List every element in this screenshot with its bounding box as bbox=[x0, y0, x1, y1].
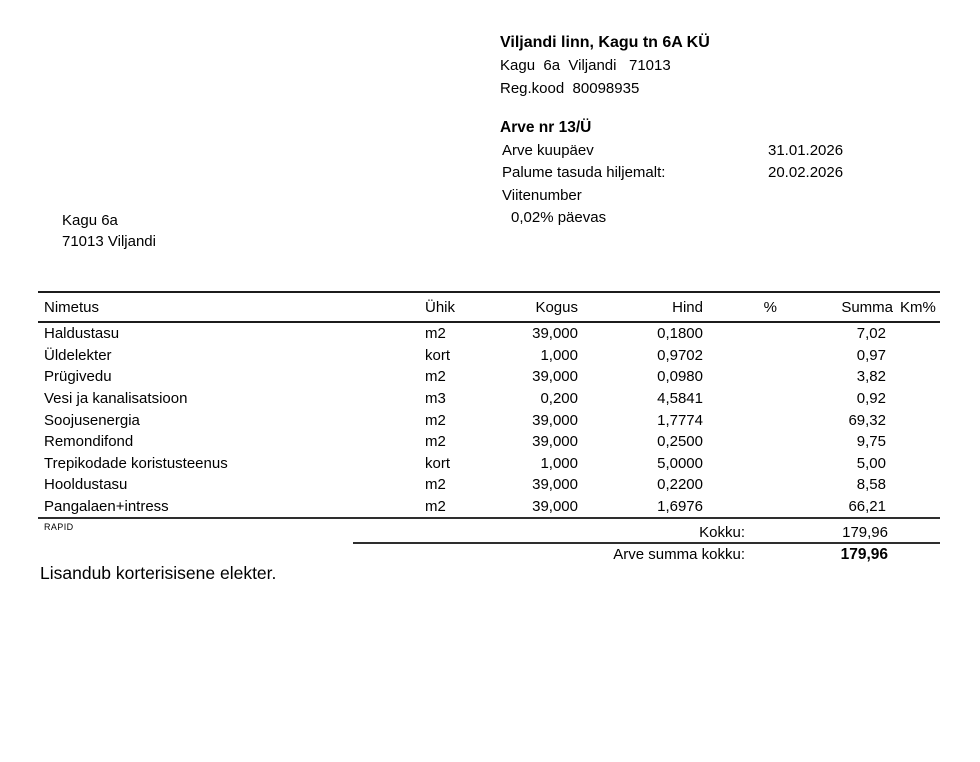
invoice-date-value: 31.01.2026 bbox=[768, 142, 844, 159]
table-row bbox=[38, 474, 940, 496]
charges-table bbox=[38, 291, 940, 519]
invoice-number: Arve nr 13/Ü bbox=[500, 119, 592, 136]
table-row bbox=[38, 496, 940, 519]
penalty-rate-row bbox=[500, 207, 665, 229]
table-body bbox=[38, 322, 940, 518]
cell-pct bbox=[703, 409, 777, 431]
table-row bbox=[38, 345, 940, 367]
table-row bbox=[38, 322, 940, 345]
reference-number-row bbox=[500, 185, 665, 207]
cell-hind: 0,2200 bbox=[657, 476, 703, 494]
cell-summa: 7,02 bbox=[856, 325, 886, 343]
table-row bbox=[38, 431, 940, 453]
due-date-value: 20.02.2026 bbox=[768, 164, 844, 182]
cell-hind: 0,0980 bbox=[657, 368, 703, 386]
cell-summa: 0,97 bbox=[856, 346, 886, 364]
cell-nimetus: Haldustasu bbox=[44, 325, 120, 343]
header-km: Km% bbox=[893, 292, 940, 322]
cell-nimetus: Üldelekter bbox=[44, 346, 112, 364]
cell-summa: 8,58 bbox=[856, 476, 886, 494]
cell-yhik: m2 bbox=[425, 476, 446, 494]
header-nimetus: Nimetus bbox=[38, 292, 418, 322]
subtotal-value: 179,96 bbox=[842, 524, 888, 541]
totals-divider-line bbox=[353, 542, 940, 544]
cell-km bbox=[893, 345, 940, 367]
invoice-meta-block bbox=[500, 116, 844, 230]
cell-nimetus: Pangalaen+intress bbox=[38, 496, 418, 519]
cell-yhik: m2 bbox=[425, 368, 446, 386]
header-yhik: Ühik bbox=[418, 292, 480, 322]
recipient-address bbox=[62, 210, 156, 252]
cell-km bbox=[893, 431, 940, 453]
invoice-date-row bbox=[500, 140, 844, 162]
invoice-date-label: Arve kuupäev bbox=[502, 142, 594, 159]
cell-pct bbox=[703, 474, 777, 496]
cell-hind: 0,1800 bbox=[657, 325, 703, 343]
cell-summa: 9,75 bbox=[856, 433, 886, 451]
cell-pct bbox=[703, 366, 777, 388]
cell-yhik: m2 bbox=[418, 496, 480, 519]
cell-nimetus: Vesi ja kanalisatsioon bbox=[44, 390, 188, 408]
cell-summa: 66,21 bbox=[777, 496, 893, 519]
cell-hind: 5,0000 bbox=[657, 454, 703, 472]
cell-summa: 5,00 bbox=[856, 454, 886, 472]
cell-summa: 3,82 bbox=[856, 368, 886, 386]
cell-km bbox=[893, 474, 940, 496]
header-summa: Summa bbox=[777, 292, 893, 322]
cell-kogus: 1,000 bbox=[540, 454, 578, 472]
cell-nimetus: Hooldustasu bbox=[44, 476, 128, 494]
cell-hind: 0,9702 bbox=[657, 346, 703, 364]
cell-pct bbox=[703, 453, 777, 475]
reference-number-label: Viitenumber bbox=[502, 186, 582, 204]
cell-yhik: m2 bbox=[425, 411, 446, 429]
table-row bbox=[38, 388, 940, 410]
cell-yhik: kort bbox=[425, 454, 451, 472]
grand-total-value: 179,96 bbox=[840, 546, 888, 563]
cell-km bbox=[893, 409, 940, 431]
cell-yhik: m2 bbox=[425, 325, 446, 343]
recipient-street: Kagu 6a bbox=[62, 212, 118, 229]
cell-km bbox=[893, 496, 940, 519]
header-kogus: Kogus bbox=[480, 292, 578, 322]
cell-yhik: kort bbox=[425, 346, 451, 364]
table-row bbox=[38, 453, 940, 475]
cell-km bbox=[893, 388, 940, 410]
cell-nimetus: Remondifond bbox=[44, 433, 134, 451]
cell-hind: 0,2500 bbox=[657, 433, 703, 451]
seller-name: Viljandi linn, Kagu tn 6A KÜ bbox=[500, 34, 710, 51]
cell-pct bbox=[703, 496, 777, 519]
cell-km bbox=[893, 322, 940, 345]
cell-nimetus: Prügivedu bbox=[44, 368, 112, 386]
due-date-row bbox=[500, 162, 844, 184]
cell-pct bbox=[703, 345, 777, 367]
cell-kogus: 1,000 bbox=[540, 346, 578, 364]
penalty-rate-label: 0,02% päevas bbox=[511, 209, 607, 227]
cell-kogus: 39,000 bbox=[532, 433, 578, 451]
table-header-row bbox=[38, 292, 940, 322]
recipient-city: 71013 Viljandi bbox=[62, 233, 156, 250]
seller-reg-code: Reg.kood 80098935 bbox=[500, 80, 640, 97]
header-hind: Hind bbox=[578, 292, 703, 322]
cell-km bbox=[893, 453, 940, 475]
cell-km bbox=[893, 366, 940, 388]
cell-kogus: 39,000 bbox=[532, 476, 578, 494]
cell-nimetus: Trepikodade koristusteenus bbox=[44, 454, 228, 472]
cell-hind: 1,7774 bbox=[657, 411, 703, 429]
cell-summa: 69,32 bbox=[848, 411, 886, 429]
cell-summa: 0,92 bbox=[856, 390, 886, 408]
table-row bbox=[38, 409, 940, 431]
table-row bbox=[38, 366, 940, 388]
cell-kogus: 39,000 bbox=[532, 411, 578, 429]
cell-nimetus: Soojusenergia bbox=[44, 411, 140, 429]
cell-pct bbox=[703, 431, 777, 453]
cell-hind: 4,5841 bbox=[657, 390, 703, 408]
header-percent: % bbox=[703, 292, 777, 322]
cell-kogus: 39,000 bbox=[532, 368, 578, 386]
seller-address: Kagu 6a Viljandi 71013 bbox=[500, 57, 671, 74]
footer-note: Lisandub korterisisene elekter. bbox=[40, 563, 277, 583]
cell-pct bbox=[703, 388, 777, 410]
cell-pct bbox=[703, 322, 777, 345]
cell-yhik: m3 bbox=[425, 390, 446, 408]
cell-kogus: 39,000 bbox=[532, 325, 578, 343]
subtotal-label: Kokku: bbox=[699, 524, 745, 541]
cell-hind: 1,6976 bbox=[578, 496, 703, 519]
seller-block bbox=[500, 31, 710, 100]
cell-yhik: m2 bbox=[425, 433, 446, 451]
grand-total-label: Arve summa kokku: bbox=[613, 546, 745, 563]
cell-kogus: 0,200 bbox=[540, 390, 578, 408]
cell-kogus: 39,000 bbox=[480, 496, 578, 519]
due-date-label: Palume tasuda hiljemalt: bbox=[502, 164, 666, 182]
software-label: RAPID bbox=[44, 522, 74, 532]
